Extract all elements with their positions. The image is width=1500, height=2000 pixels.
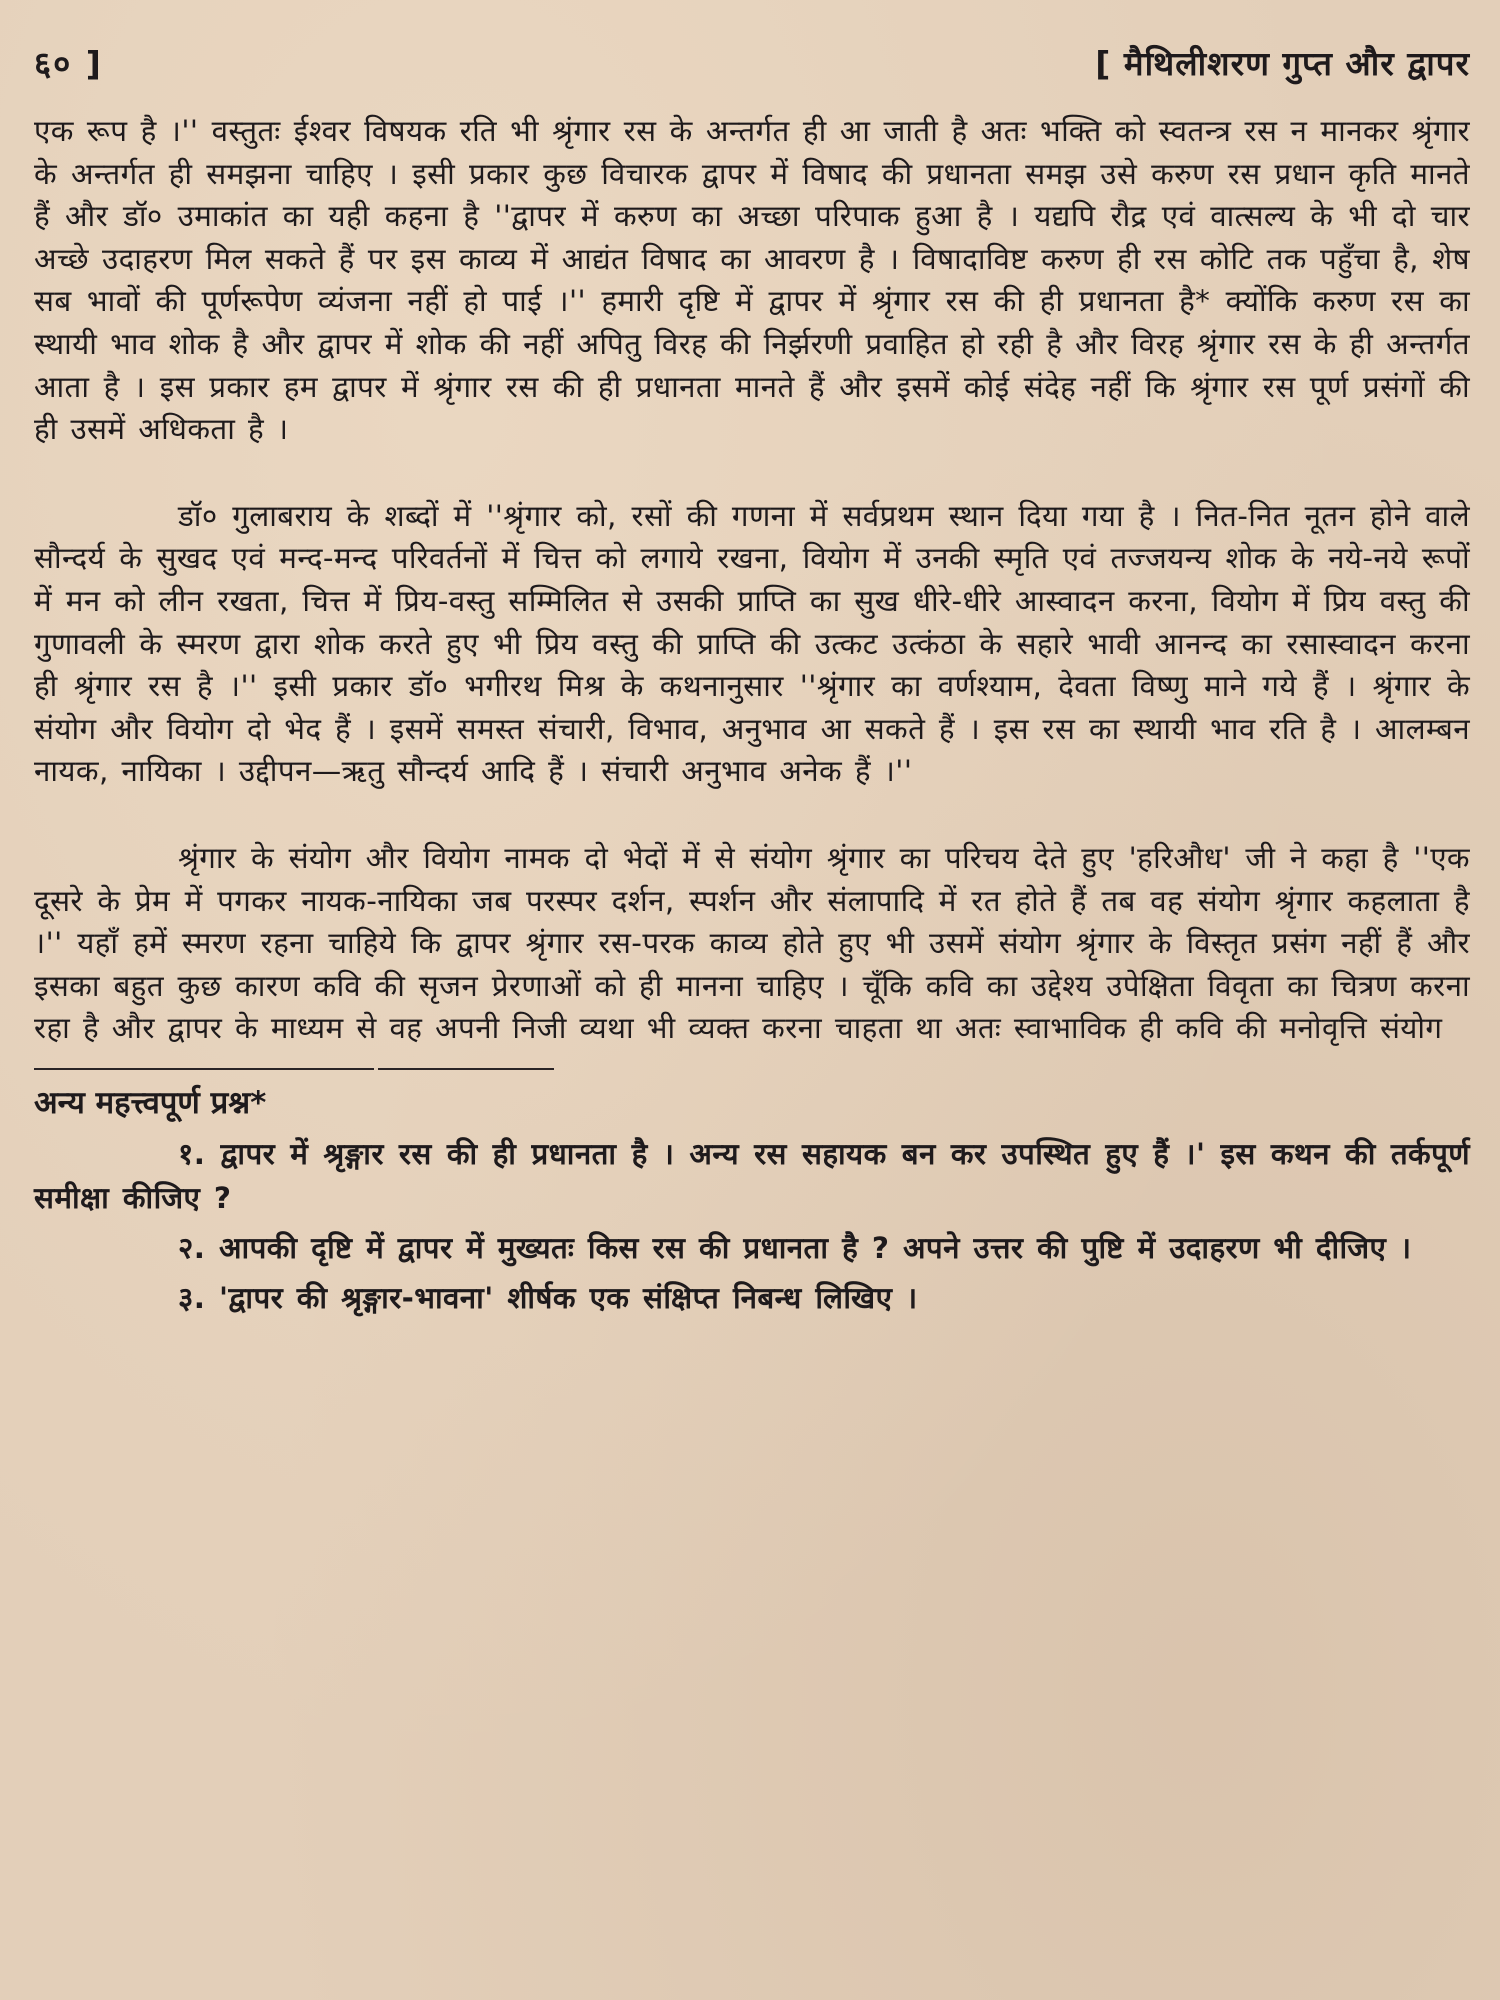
question-1: १. द्वापर में श्रृङ्गार रस की ही प्रधानता है । अन्य रस सहायक बन कर उपस्थित हुए हैं ।' इस कथन की तर्कपूर्ण समीक्षा कीजिए ?: [34, 1136, 1470, 1215]
page-header: [34, 40, 1470, 110]
paragraph-gap: [34, 451, 1470, 495]
footnote-divider: [34, 1068, 554, 1070]
page-number: ६० ]: [34, 44, 103, 83]
paragraph-gap: [34, 793, 1470, 837]
questions-heading: अन्य महत्त्वपूर्ण प्रश्न*: [34, 1084, 267, 1121]
paragraph-3: श्रृंगार के संयोग और वियोग नामक दो भेदों में से संयोग श्रृंगार का परिचय देते हुए 'हरिऔध' जी ने कहा है ''एक दूसरे के प्रेम में पगकर नायक-नायिका जब परस्पर दर्शन, स्पर्शन और संलापादि में रत होते हैं तब वह संयोग श्रृंगार कहलाता है ।'' यहाँ हमें स्मरण रहना चाहिये कि द्वापर श्रृंगार रस-परक काव्य होते हुए भी उसमें संयोग श्रृंगार के विस्तृत प्रसंग नहीं हैं और इसका बहुत कुछ कारण कवि की सृजन प्रेरणाओं को ही मानना चाहिए । चूँकि कवि का उद्देश्य उपेक्षिता विवृता का चित्रण करना रहा है और द्वापर के माध्यम से वह अपनी निजी व्यथा भी व्यक्त करना चाहता था अतः स्वाभाविक ही कवि की मनोवृत्ति संयोग: [34, 840, 1470, 1046]
question-3: ३. 'द्वापर की श्रृङ्गार-भावना' शीर्षक एक संक्षिप्त निबन्ध लिखिए ।: [178, 1280, 918, 1315]
running-title: [ मैथिलीशरण गुप्त और द्वापर: [1095, 44, 1470, 83]
paragraph-1: एक रूप है ।'' वस्तुतः ईश्वर विषयक रति भी श्रृंगार रस के अन्तर्गत ही आ जाती है अतः भक्ति को स्वतन्त्र रस न मानकर श्रृंगार के अन्तर्गत ही समझना चाहिए । इसी प्रकार कुछ विचारक द्वापर में विषाद की प्रधानता समझ उसे करुण रस प्रधान कृति मानते हैं और डॉ० उमाकांत का यही कहना है ''द्वापर में करुण का अच्छा परिपाक हुआ है । यद्यपि रौद्र एवं वात्सल्य के भी दो चार अच्छे उदाहरण मिल सकते हैं पर इस काव्य में आद्यंत विषाद का आवरण है । विषादाविष्ट करुण ही रस कोटि तक पहुँचा है, शेष सब भावों की पूर्णरूपेण व्यंजना नहीं हो पाई ।'' हमारी दृष्टि में द्वापर में श्रृंगार रस की ही प्रधानता है* क्योंकि करुण रस का स्थायी भाव शोक है और द्वापर में शोक की नहीं अपितु विरह की निर्झरणी प्रवाहित हो रही है और विरह श्रृंगार रस के ही अन्तर्गत आता है । इस प्रकार हम द्वापर में श्रृंगार रस की ही प्रधानता मानते हैं और इसमें कोई संदेह नहीं कि श्रृंगार रस पूर्ण प्रसंगों की ही उसमें अधिकता है ।: [34, 114, 1470, 447]
paragraph-2: डॉ० गुलाबराय के शब्दों में ''श्रृंगार को, रसों की गणना में सर्वप्रथम स्थान दिया गया है । नित-नित नूतन होने वाले सौन्दर्य के सुखद एवं मन्द-मन्द परिवर्तनों में चित्त को लगाये रखना, वियोग में उनकी स्मृति एवं तज्जयन्य शोक के नये-नये रूपों में मन को लीन रखता, चित्त में प्रिय-वस्तु सम्मिलित से उसकी प्राप्ति का सुख धीरे-धीरे आस्वादन करना, वियोग में प्रिय वस्तु की गुणावली के स्मरण द्वारा शोक करते हुए भी प्रिय वस्तु की प्राप्ति की उत्कट उत्कंठा के सहारे भावी आनन्द का रसास्वादन करना ही श्रृंगार रस है ।'' इसी प्रकार डॉ० भगीरथ मिश्र के कथनानुसार ''श्रृंगार का वर्णश्याम, देवता विष्णु माने गये हैं । श्रृंगार के संयोग और वियोग दो भेद हैं । इसमें समस्त संचारी, विभाव, अनुभाव आ सकते हैं । इस रस का स्थायी भाव रति है । आलम्बन नायक, नायिका । उद्दीपन—ऋतु सौन्दर्य आदि हैं । संचारी अनुभाव अनेक हैं ।'': [34, 498, 1470, 789]
footnote-questions: [34, 1080, 1470, 1320]
question-2: २. आपकी दृष्टि में द्वापर में मुख्यतः किस रस की प्रधानता है ? अपने उत्तर की पुष्टि में उदाहरण भी दीजिए ।: [178, 1230, 1412, 1265]
